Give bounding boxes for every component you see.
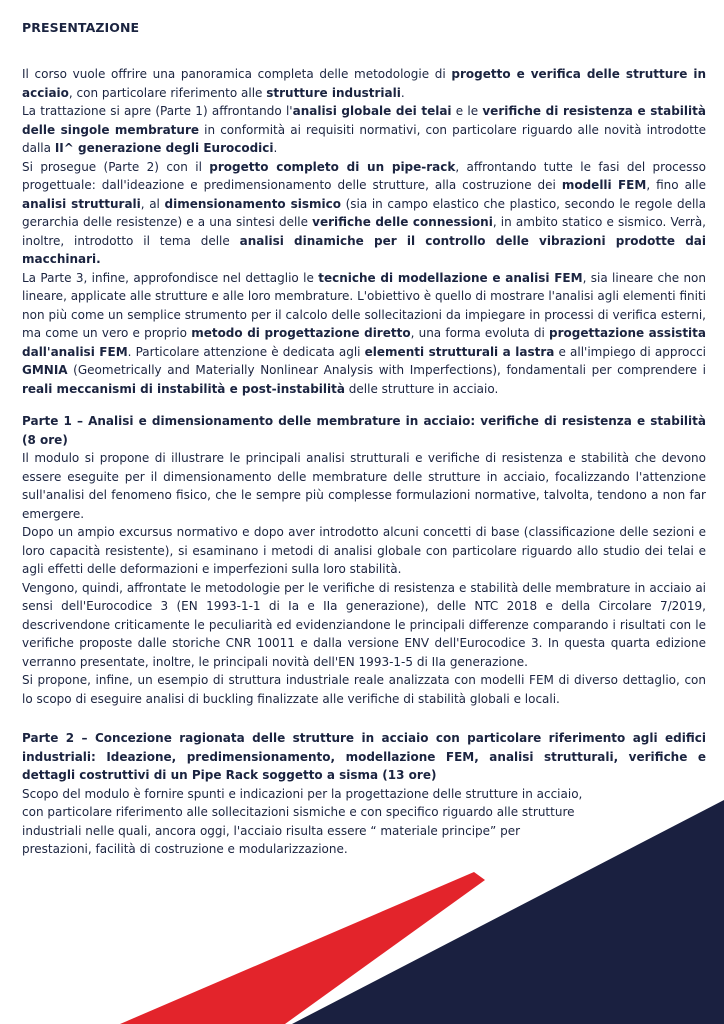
bold-text: elementi strutturali a lastra bbox=[364, 344, 555, 359]
text-run: La Parte 3, infine, approfondisce nel dettaglio le bbox=[22, 270, 319, 285]
bold-text: strutture industriali bbox=[266, 85, 401, 100]
bold-text: metodo di progettazione diretto bbox=[191, 326, 411, 340]
intro-paragraph bbox=[22, 102, 706, 158]
text-run: , con particolare riferimento alle bbox=[68, 85, 267, 100]
bold-text: progetto e verifica delle strutture in acciaio bbox=[22, 67, 707, 100]
text-run: , affrontando tutte le fasi del processo progettuale: dall'ideazione e predimensionamento delle strutture, alla costruzione dei bbox=[22, 159, 706, 192]
document-page bbox=[22, 20, 706, 859]
bold-text: analisi strutturali bbox=[22, 196, 141, 211]
text-run: , una forma evoluta di bbox=[410, 326, 550, 340]
text-run: e le bbox=[451, 104, 483, 118]
parte1-paragraph: Dopo un ampio excursus normativo e dopo aver introdotto alcuni concetti di base (classificazione delle sezioni e loro capacità resistente), si esaminano i metodi di analisi globale con particolare riguardo allo studio dei telai e agli effetti delle deformazioni e imperfezioni sulla loro stabilità. bbox=[22, 525, 706, 576]
bold-text: analisi dinamiche per il controllo delle vibrazioni prodotte dai macchinari. bbox=[22, 233, 706, 266]
text-run: , al bbox=[140, 196, 165, 211]
parte1-heading: Parte 1 – Analisi e dimensionamento delle membrature in acciaio: verifiche di resistenza e stabilità (8 ore) bbox=[22, 414, 706, 447]
bold-text: progettazione assistita dall'analisi FEM bbox=[22, 326, 707, 359]
page-title: PRESENTAZIONE bbox=[22, 20, 140, 35]
intro-paragraph bbox=[22, 269, 706, 399]
text-run: Il corso vuole offrire una panoramica completa delle metodologie di bbox=[22, 67, 452, 81]
text-run: , fino alle bbox=[646, 178, 706, 192]
bold-text: verifiche di resistenza e stabilità delle singole membrature bbox=[22, 104, 706, 137]
parte2-line: Scopo del modulo è fornire spunti e indicazioni per la progettazione delle strutture in acciaio, bbox=[22, 786, 583, 801]
intro-paragraph bbox=[22, 158, 706, 269]
text-run: . bbox=[273, 141, 278, 155]
text-run: e all'impiego di approcci bbox=[554, 344, 707, 359]
bold-text: dimensionamento sismico bbox=[164, 196, 342, 211]
parte2-line: industriali nelle quali, ancora oggi, l'acciaio risulta essere “ materiale principe” per bbox=[22, 823, 521, 838]
text-run: , sia lineare che non lineare, applicate alle strutture e alle loro membrature. L'obiettivo è quello di mostrare l'analisi agli elementi finiti non più come un semplice strumento per il calcolo delle sollecitazioni da impiegare in processi di verifica esterni, ma come un vero e proprio bbox=[22, 270, 706, 340]
text-run: La trattazione si apre (Parte 1) affrontando l' bbox=[22, 104, 293, 118]
text-run: (Geometrically and Materially Nonlinear Analysis with Imperfections), fondamentali per comprendere i bbox=[67, 363, 706, 377]
parte2-heading: Parte 2 – Concezione ragionata delle strutture in acciaio con particolare riferimento agli edifici industriali: Ideazione, predimensionamento, modellazione FEM, analisi strutturali, verifiche e dettagli costruttivi di un Pipe Rack soggetto a sisma (13 ore) bbox=[22, 731, 706, 782]
text-run: . bbox=[400, 85, 405, 100]
intro-section bbox=[22, 65, 706, 398]
text-run: , in ambito statico e sismico. Verrà, inoltre, introdotto il tema delle bbox=[22, 215, 706, 248]
intro-paragraph bbox=[22, 65, 706, 102]
bold-text: progetto completo di un pipe-rack bbox=[209, 159, 456, 174]
parte2-line: con particolare riferimento alle sollecitazioni sismiche e con specifico riguardo alle strutture bbox=[22, 805, 575, 819]
parte2-line: prestazioni, facilità di costruzione e modularizzazione. bbox=[22, 842, 348, 856]
bold-text: modelli FEM bbox=[561, 178, 647, 192]
parte1-paragraph: Vengono, quindi, affrontate le metodologie per le verifiche di resistenza e stabilità delle membrature in acciaio ai sensi dell'Eurocodice 3 (EN 1993-1-1 di Ia e IIa generazione), delle NTC 2018 e della Circolare 7/2019, descrivendone criticamente le peculiarità ed evidenziandone le principali differenze comparando i risultati con le verifiche proposte dalle storiche CNR 10011 e dalla versione ENV dell'Eurocodice 3. In questa quarta edizione verranno presentate, inoltre, le principali novità dell'EN 1993-1-5 di IIa generazione. bbox=[22, 580, 706, 669]
text-run: (sia in campo elastico che plastico, secondo le regole della gerarchia delle resistenze) e a una sintesi delle bbox=[22, 196, 706, 229]
bold-text: II^ generazione degli Eurocodici bbox=[54, 141, 274, 155]
bold-text: GMNIA bbox=[22, 363, 68, 377]
text-run: in conformità ai requisiti normativi, con particolare riguardo alle novità introdotte dalla bbox=[22, 122, 707, 155]
parte1-paragraph: Si propone, infine, un esempio di struttura industriale reale analizzata con modelli FEM di diverso dettaglio, con lo scopo di eseguire analisi di buckling finalizzate alle verifiche di stabilità globali e locali. bbox=[22, 673, 706, 706]
bold-text: verifiche delle connessioni bbox=[312, 215, 493, 229]
parte1-paragraph: Il modulo si propone di illustrare le principali analisi strutturali e verifiche di resistenza e stabilità che devono essere eseguite per il dimensionamento delle membrature delle strutture in acciaio, focalizzando l'attenzione sull'analisi del fenomeno fisico, che le sempre più complesse formulazioni normative, talvolta, tendono a non far emergere. bbox=[22, 451, 706, 521]
bold-text: analisi globale dei telai bbox=[292, 104, 452, 118]
text-run: Si prosegue (Parte 2) con il bbox=[22, 159, 210, 174]
text-run: . Particolare attenzione è dedicata agli bbox=[127, 344, 365, 359]
bold-text: tecniche di modellazione e analisi FEM bbox=[318, 270, 583, 285]
text-run: delle strutture in acciaio. bbox=[344, 381, 499, 396]
bold-text: reali meccanismi di instabilità e post-instabilità bbox=[22, 381, 345, 396]
